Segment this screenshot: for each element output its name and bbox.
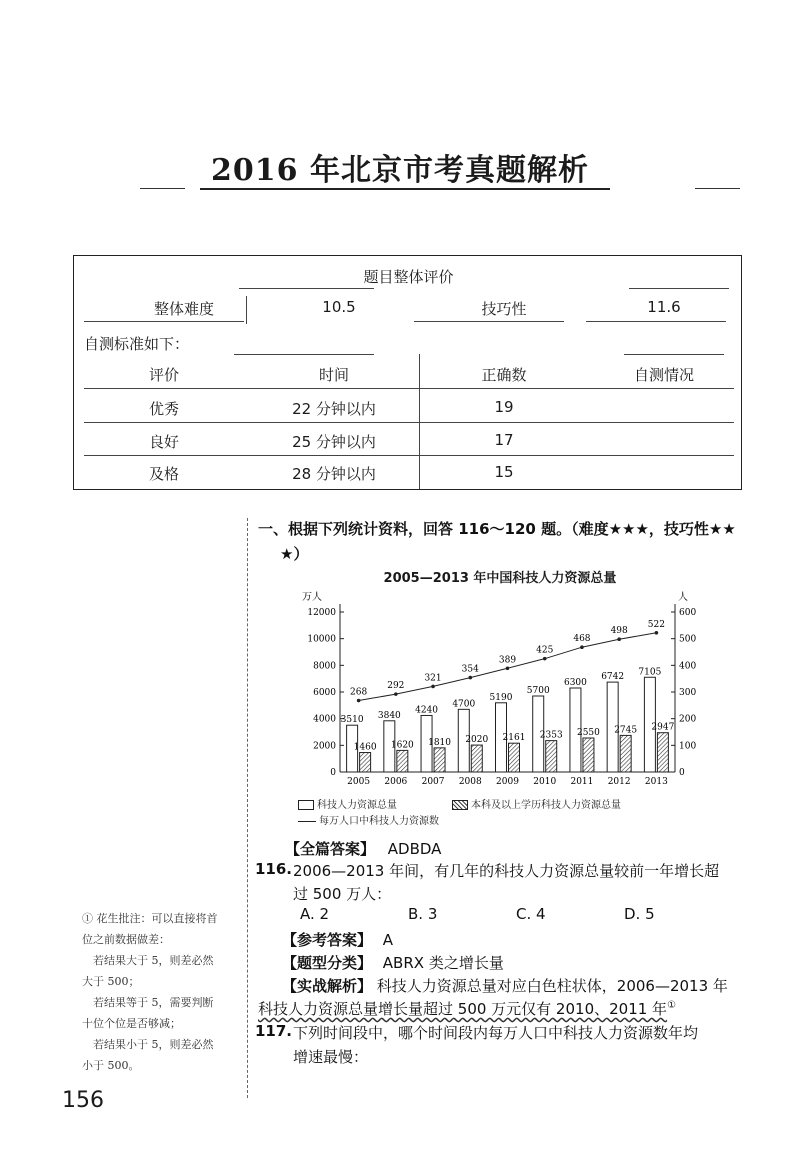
q116-question-type [282, 952, 504, 973]
line-point-label: 425 [536, 645, 554, 656]
header-self-test: 自测情况 [633, 366, 694, 384]
bar-bachelor [434, 748, 445, 772]
all-answers-label: 【全篇答案】 [285, 840, 376, 858]
right-tick-label: 100 [679, 741, 697, 752]
bar-bachelor [583, 738, 594, 772]
header-time: 时间 [318, 366, 349, 384]
line-point [655, 631, 659, 635]
analysis-text: 科技人力资源总量增长量超过 500 万元仅有 2010、2011 年 [258, 1000, 668, 1018]
legend-swatch-empty [298, 800, 314, 810]
q117-line1: 下列时间段中，哪个时间段内每万人口中科技人力资源数年均 [293, 1024, 699, 1042]
sidebar-note-line: 十位个位是否够减； [82, 1017, 181, 1030]
bar-total-label: 4240 [415, 705, 439, 716]
row-level: 良好 [148, 433, 179, 451]
skill-value: 11.6 [647, 298, 681, 316]
left-tick-label: 4000 [313, 714, 336, 725]
line-point [543, 657, 547, 661]
category-label: 2010 [533, 777, 557, 787]
q116-option-c: C. 4 [516, 905, 546, 923]
left-tick-label: 6000 [313, 688, 336, 698]
table-line [586, 321, 726, 322]
line-point-label: 321 [424, 673, 442, 684]
bar-bachelor [471, 745, 482, 772]
legend-line-marker [298, 821, 316, 822]
title-rule-left [140, 188, 185, 189]
table-line [84, 455, 734, 456]
q116-number: 116. [255, 860, 293, 878]
left-tick-label: 12000 [307, 608, 336, 618]
q116-line2: 过 500 万人： [293, 885, 392, 903]
bar-total-label: 6300 [563, 678, 587, 688]
line-point [617, 637, 621, 641]
table-line [84, 321, 244, 322]
question-type-value: ABRX 类之增长量 [382, 954, 504, 972]
q116-reference-answer [282, 929, 393, 950]
row-level: 优秀 [148, 400, 179, 418]
category-label: 2011 [570, 777, 594, 787]
legend-swatch-hatched [452, 800, 468, 810]
bar-bachelor [546, 741, 557, 772]
q116-analysis-line2 [258, 998, 676, 1019]
q116-line1: 2006—2013 年间，有几年的科技人力资源总量较前一年增长超 [293, 862, 720, 880]
all-answers-value: ADBDA [387, 840, 442, 858]
legend-item-total [298, 796, 397, 811]
line-point-label: 498 [610, 626, 628, 637]
row-correct: 15 [494, 463, 514, 481]
page-number: 156 [62, 1088, 104, 1113]
bar-bachelor [620, 735, 631, 772]
reference-answer-label: 【参考答案】 [282, 931, 373, 949]
difficulty-value: 10.5 [322, 298, 356, 316]
legend-label: 科技人力资源总量 [317, 800, 397, 811]
bar-bachelor-label: 2353 [539, 730, 563, 741]
left-tick-label: 0 [330, 768, 336, 778]
q116-option-a: A. 2 [300, 905, 330, 923]
right-tick-label: 500 [679, 634, 697, 645]
bar-total-label: 5190 [489, 692, 513, 703]
header-correct: 正确数 [481, 366, 527, 384]
left-tick-label: 10000 [307, 634, 336, 645]
legend-label: 本科及以上学历科技人力资源总量 [471, 800, 621, 811]
chart [280, 582, 720, 827]
table-line [84, 388, 734, 389]
left-tick-label: 8000 [313, 661, 336, 672]
legend-item-per-capita [298, 812, 439, 827]
table-line [624, 354, 724, 355]
skill-label: 技巧性 [481, 300, 527, 318]
bar-bachelor-label: 2550 [576, 728, 600, 738]
bar-bachelor [657, 733, 668, 772]
bar-total-label: 5700 [526, 686, 550, 696]
sidebar-note-line: 若结果大于 5，则差必然 [82, 954, 214, 967]
sidebar-note-line: 位之前数据做差： [82, 933, 170, 946]
q117-line2: 增速最慢： [293, 1048, 369, 1066]
right-tick-label: 400 [679, 661, 697, 672]
q116-analysis-line1 [282, 975, 728, 996]
row-time: 25 分钟以内 [292, 433, 376, 451]
row-time: 22 分钟以内 [292, 400, 376, 418]
row-time: 28 分钟以内 [292, 465, 376, 483]
line-point-label: 354 [461, 664, 479, 675]
table-line [629, 288, 729, 289]
bar-bachelor-label: 2947 [651, 722, 675, 733]
bar-bachelor [509, 743, 520, 772]
bar-total-label: 3510 [340, 715, 364, 726]
line-point-label: 292 [387, 681, 405, 692]
difficulty-label: 整体难度 [153, 300, 214, 318]
bar-bachelor-label: 1810 [428, 737, 452, 748]
right-tick-label: 200 [679, 714, 697, 725]
right-tick-label: 300 [679, 688, 697, 698]
line-point [431, 685, 435, 689]
left-axis-unit: 万人 [302, 592, 322, 603]
bar-total-label: 7105 [638, 667, 662, 678]
table-line [414, 321, 564, 322]
category-label: 2007 [421, 777, 445, 787]
left-tick-label: 2000 [313, 741, 336, 752]
line-point [394, 692, 398, 696]
all-answers [285, 838, 441, 859]
page-title: 2016 年北京市考真题解析 [211, 153, 589, 188]
bar-bachelor-label: 1620 [390, 740, 414, 751]
bar-total-label: 4700 [452, 699, 476, 710]
chart-title: 2005—2013 年中国科技人力资源总量 [383, 571, 617, 586]
sidebar-note-line: 若结果等于 5，需要判断 [82, 996, 214, 1009]
analysis-label: 【实战解析】 [282, 977, 373, 995]
margin-separator [247, 518, 248, 1098]
table-line [84, 422, 734, 423]
bar-bachelor-label: 2020 [465, 735, 489, 746]
title-rule-main [200, 188, 610, 190]
sidebar-note-line: 若结果小于 5，则差必然 [82, 1038, 214, 1051]
standard-intro: 自测标准如下： [84, 335, 190, 353]
category-label: 2006 [384, 777, 408, 787]
bar-bachelor-label: 1460 [353, 742, 377, 753]
line-point [506, 666, 510, 670]
row-level: 及格 [148, 465, 179, 483]
line-point-label: 522 [647, 619, 665, 630]
sidebar-note [82, 908, 242, 1076]
table-line [234, 354, 374, 355]
title-rule-right [695, 188, 740, 189]
bar-bachelor-label: 2161 [502, 733, 526, 744]
category-label: 2009 [496, 777, 519, 787]
category-label: 2005 [347, 777, 371, 787]
sidebar-note-line: 小于 500。 [82, 1059, 140, 1072]
row-correct: 17 [494, 431, 514, 449]
evaluation-table [73, 255, 742, 490]
bar-bachelor-label: 2745 [614, 725, 638, 736]
bar-total-label: 3840 [377, 710, 401, 721]
right-axis-unit: 人 [678, 592, 688, 603]
line-point-label: 468 [573, 634, 591, 645]
footnote-mark: ① [667, 1000, 677, 1011]
category-label: 2012 [607, 777, 631, 787]
sidebar-note-line: ① 花生批注：可以直接将首 [82, 912, 218, 925]
line-point [468, 676, 472, 680]
question-type-label: 【题型分类】 [282, 954, 373, 972]
line-point-label: 389 [498, 655, 517, 666]
line-point [580, 645, 584, 649]
table-line [239, 288, 374, 289]
category-label: 2008 [458, 777, 482, 787]
analysis-text: 科技人力资源总量对应白色柱状体，2006—2013 年 [376, 977, 728, 995]
category-label: 2013 [644, 777, 668, 787]
legend-item-bachelor [452, 796, 621, 811]
q116-option-d: D. 5 [624, 905, 655, 923]
right-tick-label: 0 [679, 768, 685, 778]
table-line [246, 296, 247, 324]
section-intro-line2: ★） [280, 545, 309, 563]
q117-number: 117. [255, 1022, 293, 1040]
sidebar-note-line: 大于 500； [82, 975, 140, 988]
eval-heading: 题目整体评价 [363, 268, 454, 286]
bar-total-label: 6742 [601, 672, 625, 683]
q116-option-b: B. 3 [408, 905, 438, 923]
line-point [357, 699, 361, 703]
right-tick-label: 600 [679, 608, 697, 618]
bar-bachelor [397, 750, 408, 772]
header-level: 评价 [148, 366, 179, 384]
reference-answer-value: A [382, 931, 394, 949]
bar-bachelor [360, 753, 371, 772]
line-point-label: 268 [350, 687, 368, 698]
section-intro-line1: 一、根据下列统计资料，回答 116～120 题。（难度★★★，技巧性★★ [258, 520, 736, 538]
row-correct: 19 [494, 398, 514, 416]
legend-label: 每万人口中科技人力资源数 [319, 816, 439, 827]
